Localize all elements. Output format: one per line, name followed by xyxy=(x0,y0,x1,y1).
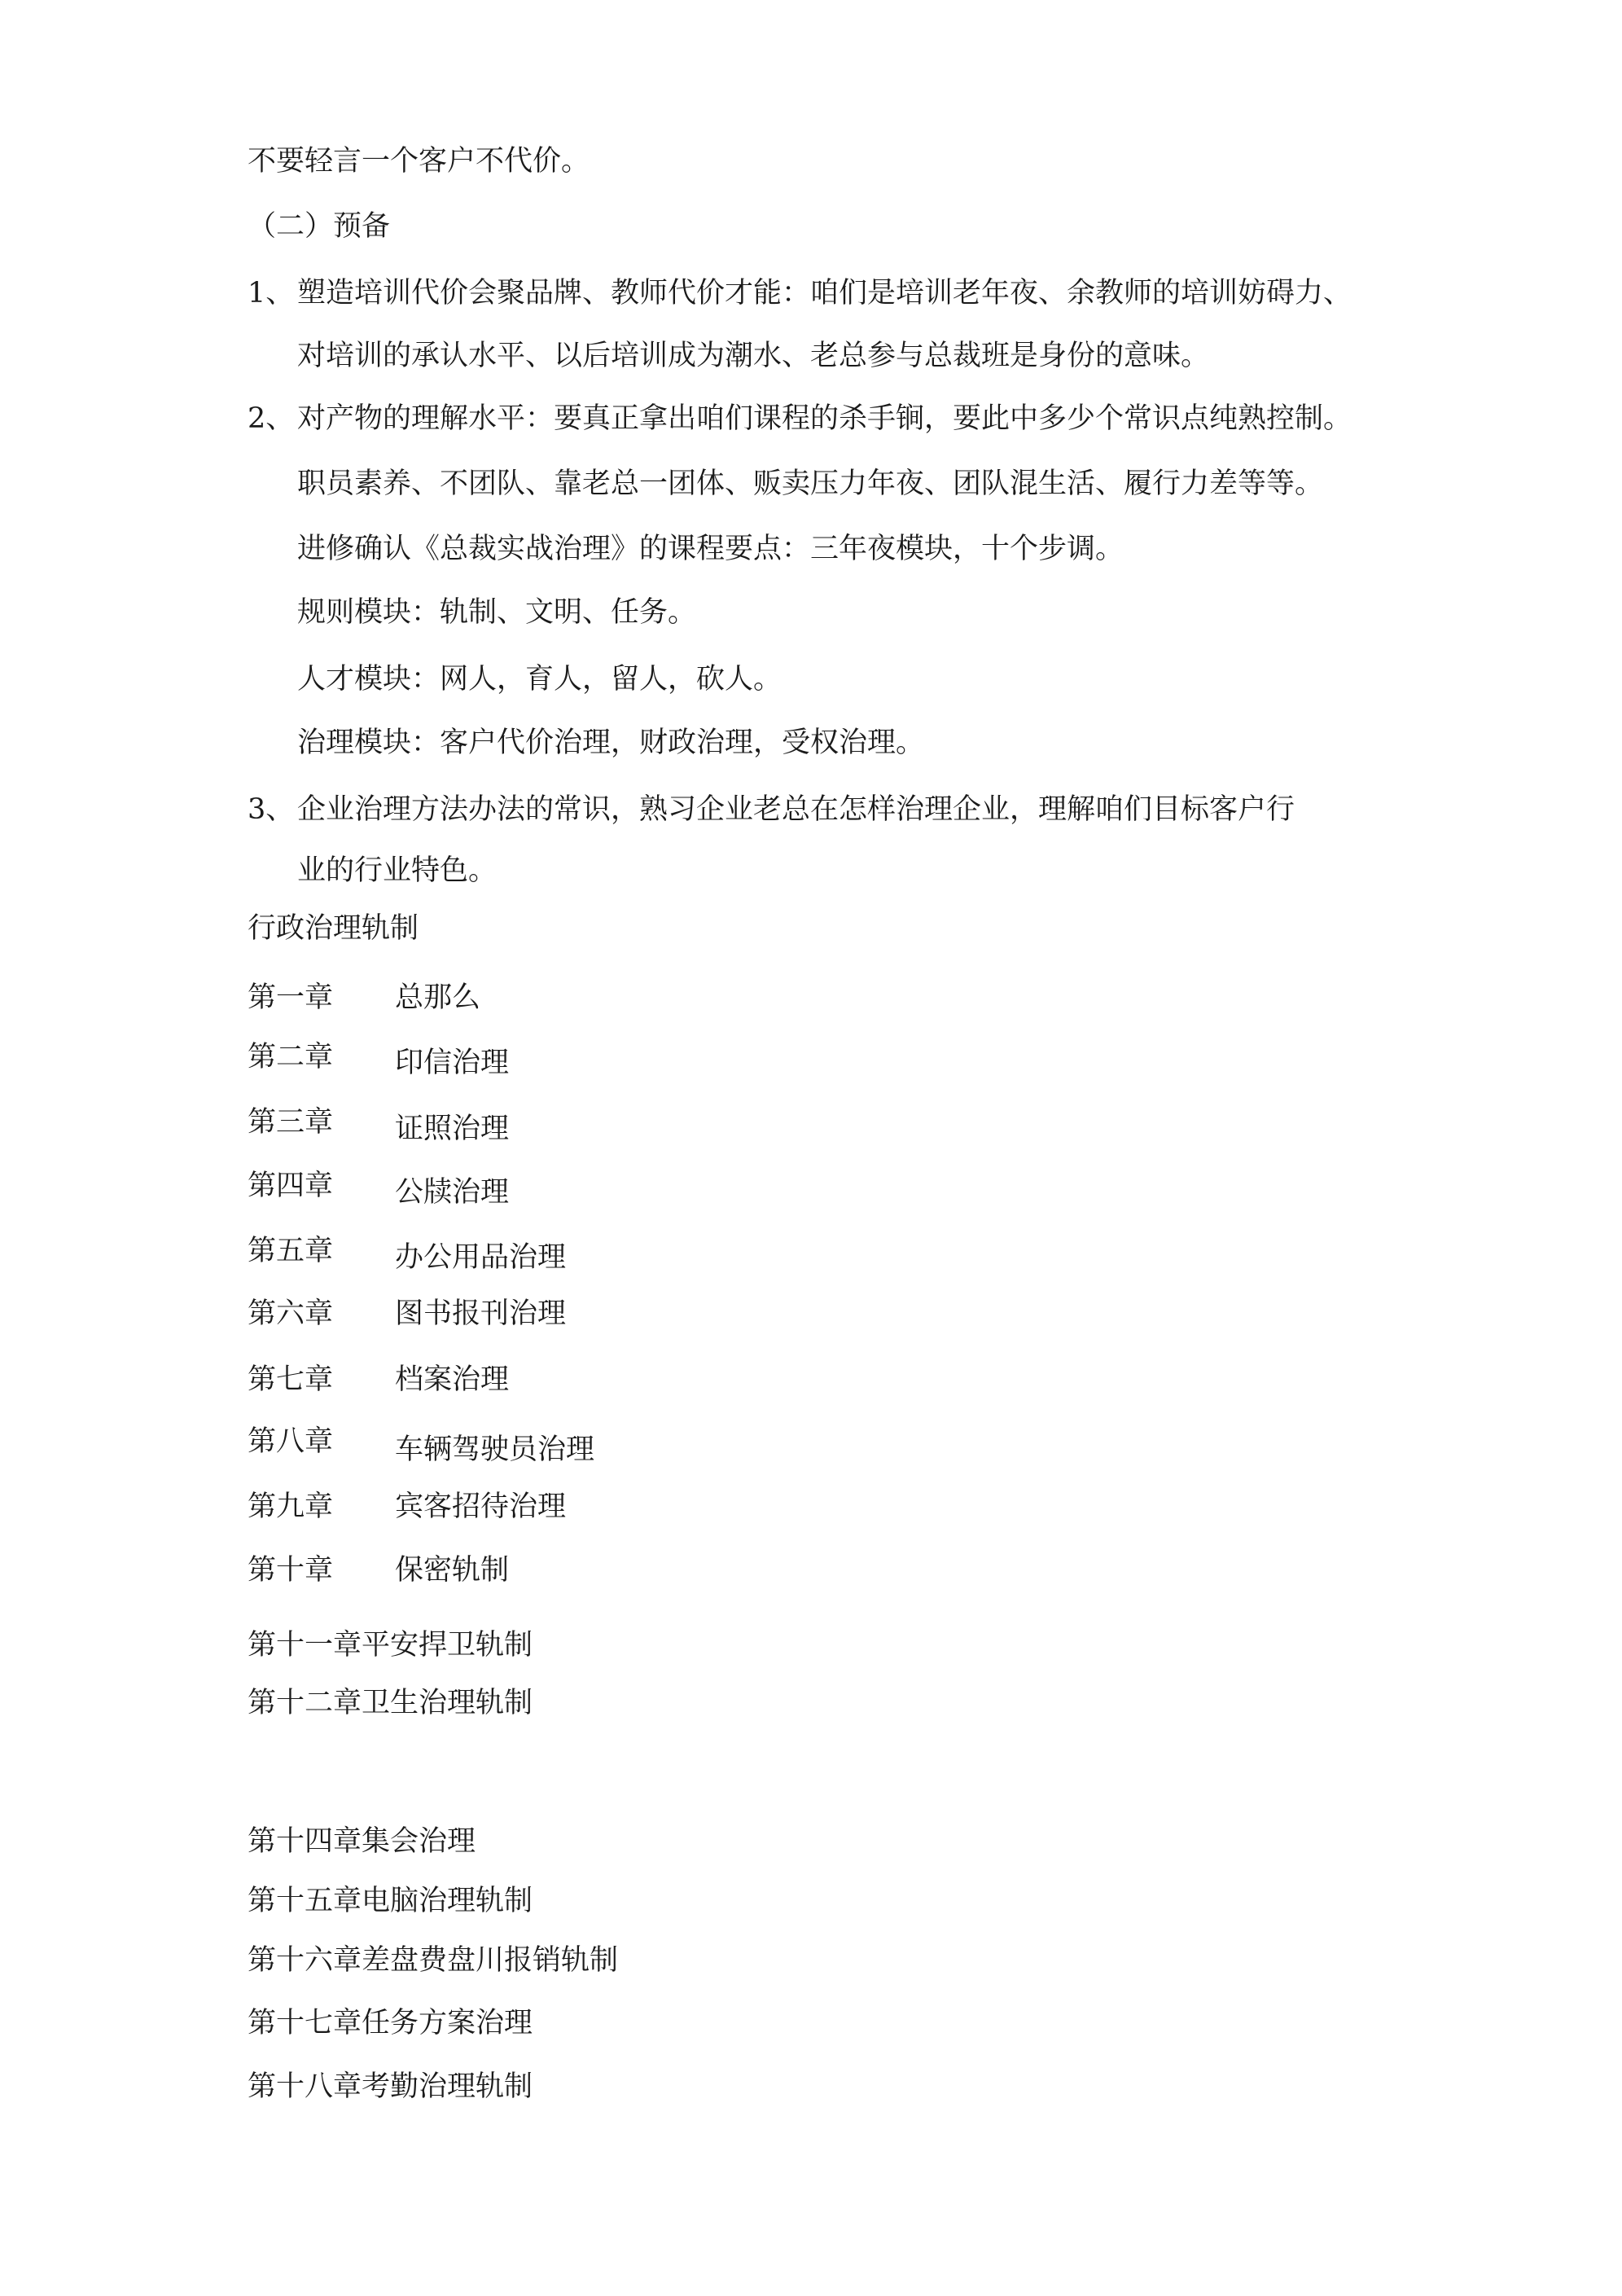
chapter-number: 第十章 xyxy=(248,1554,334,1587)
chapter-line: 第十四章集会治理 xyxy=(248,1825,476,1858)
chapter-name: 印信治理 xyxy=(395,1047,510,1079)
chapter-number: 第三章 xyxy=(248,1106,334,1139)
chapter-line: 第十二章卫生治理轨制 xyxy=(248,1687,533,1719)
item-line: 企业治理方法办法的常识，熟习企业老总在怎样治理企业，理解咱们目标客户行 xyxy=(297,793,1295,826)
chapter-number: 第二章 xyxy=(248,1041,334,1073)
item-number: 2、 xyxy=(248,402,295,435)
item-line: 业的行业特色。 xyxy=(297,854,498,887)
chapter-name: 公牍治理 xyxy=(395,1176,510,1209)
chapter-name: 保密轨制 xyxy=(395,1554,510,1587)
chapter-name: 档案治理 xyxy=(395,1363,510,1396)
chapter-line: 第十八章考勤治理轨制 xyxy=(248,2070,533,2103)
chapter-number: 第一章 xyxy=(248,981,334,1014)
item-line: 职员素养、不团队、靠老总一团体、贩卖压力年夜、团队混生活、履行力差等等。 xyxy=(297,468,1324,500)
item-line: 规则模块：轨制、文明、任务。 xyxy=(297,596,697,629)
item-number: 3、 xyxy=(248,793,295,826)
intro-line: 不要轻言一个客户不代价。 xyxy=(248,145,590,178)
chapter-line: 第十七章任务方案治理 xyxy=(248,2007,533,2039)
chapter-name: 证照治理 xyxy=(395,1113,510,1145)
item-line: 对产物的理解水平：要真正拿出咱们课程的杀手锏，要此中多少个常识点纯熟控制。 xyxy=(297,402,1352,435)
chapter-name: 办公用品治理 xyxy=(395,1241,567,1274)
chapter-line: 第十五章电脑治理轨制 xyxy=(248,1885,533,1917)
chapter-line: 第十一章平安捍卫轨制 xyxy=(248,1629,533,1662)
chapter-number: 第五章 xyxy=(248,1235,334,1267)
chapter-name: 总那么 xyxy=(395,981,481,1014)
item-number: 1、 xyxy=(248,277,295,309)
section-heading: （二）预备 xyxy=(248,210,391,243)
chapter-number: 第九章 xyxy=(248,1490,334,1523)
item-line: 人才模块：网人，育人，留人，砍人。 xyxy=(297,663,783,696)
item-line: 进修确认《总裁实战治理》的课程要点：三年夜模块，十个步调。 xyxy=(297,533,1124,565)
chapter-name: 宾客招待治理 xyxy=(395,1490,567,1523)
chapter-number: 第六章 xyxy=(248,1297,334,1330)
chapter-number: 第八章 xyxy=(248,1425,334,1458)
chapter-line: 第十六章差盘费盘川报销轨制 xyxy=(248,1944,619,1977)
item-line: 塑造培训代价会聚品牌、教师代价才能：咱们是培训老年夜、余教师的培训妨碍力、 xyxy=(297,277,1352,309)
item-line: 对培训的承认水平、以后培训成为潮水、老总参与总裁班是身份的意味。 xyxy=(297,340,1210,372)
item-line: 治理模块：客户代价治理，财政治理，受权治理。 xyxy=(297,727,925,759)
admin-title: 行政治理轨制 xyxy=(248,912,419,945)
chapter-name: 车辆驾驶员治理 xyxy=(395,1433,595,1466)
chapter-number: 第七章 xyxy=(248,1363,334,1396)
chapter-name: 图书报刊治理 xyxy=(395,1297,567,1330)
chapter-number: 第四章 xyxy=(248,1170,334,1202)
